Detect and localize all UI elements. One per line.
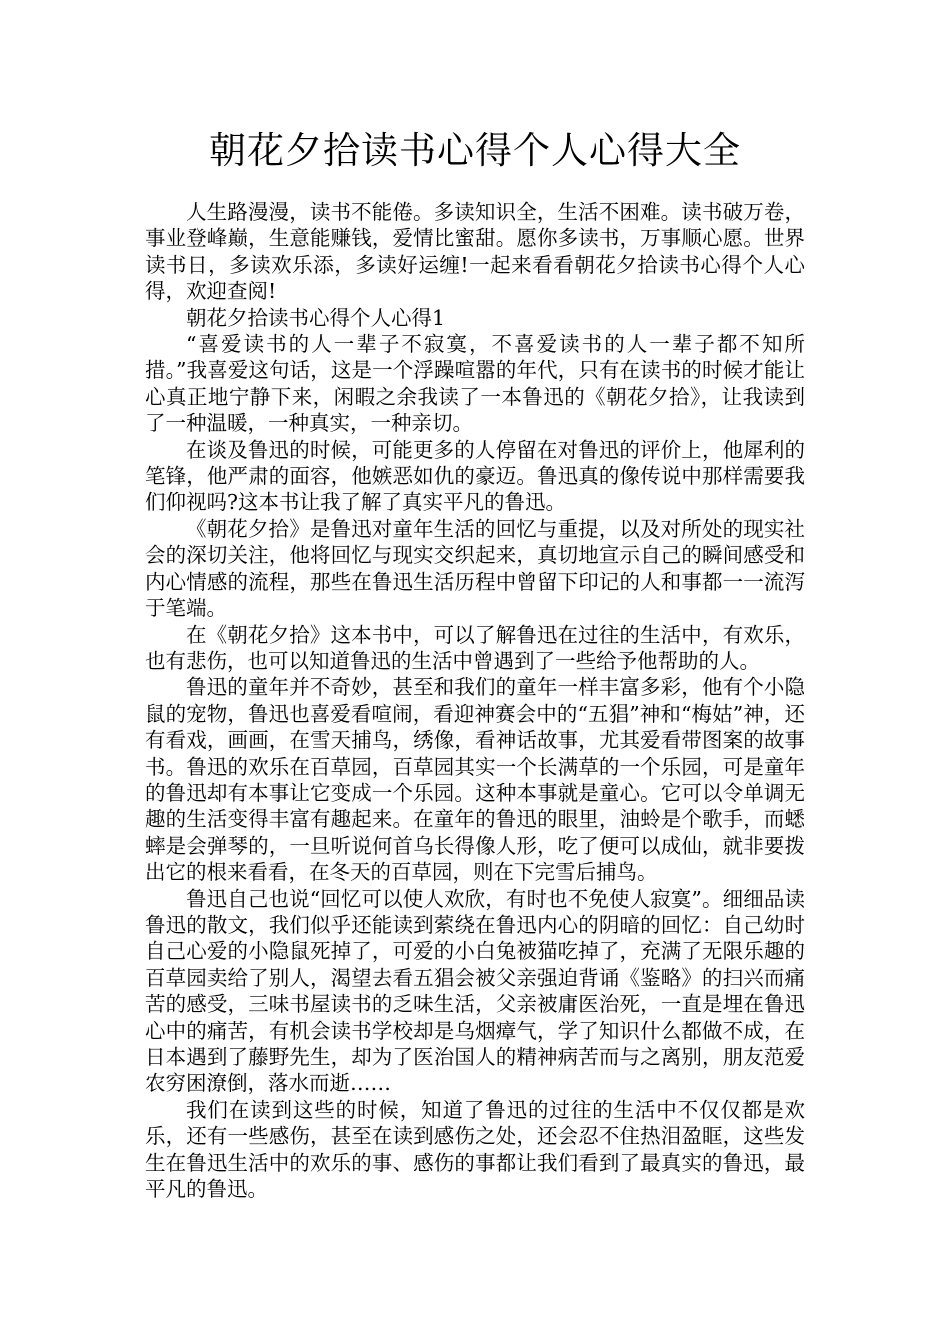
paragraph: 《朝花夕拾》是鲁迅对童年生活的回忆与重提，以及对所处的现实社会的深切关注，他将回忆与现实交织起来，真切地宣示自己的瞬间感受和内心情感的流程，那些在鲁迅生活历程中曾留下印记的人和事都一一流泻于笔端。 [145,516,805,621]
paragraph: 在谈及鲁迅的时候，可能更多的人停留在对鲁迅的评价上，他犀利的笔锋，他严肃的面容，他嫉恶如仇的豪迈。鲁迅真的像传说中那样需要我们仰视吗?这本书让我了解了真实平凡的鲁迅。 [145,437,805,515]
document-body [145,199,805,1202]
page-title: 朝花夕拾读书心得个人心得大全 [209,129,741,172]
paragraph: “喜爱读书的人一辈子不寂寞，不喜爱读书的人一辈子都不知所措。”我喜爱这句话，这是一个浮躁喧嚣的年代，只有在读书的时候才能让心真正地宁静下来，闲暇之余我读了一本鲁迅的《朝花夕拾》，让我读到了一种温暖，一种真实，一种亲切。 [145,332,805,436]
paragraph: 鲁迅自己也说“回忆可以使人欢欣，有时也不免使人寂寞”。细细品读鲁迅的散文，我们似乎还能读到萦绕在鲁迅内心的阴暗的回忆：自己幼时自己心爱的小隐鼠死掉了，可爱的小白兔被猫吃掉了，充满了无限乐趣的百草园卖给了别人，渴望去看五猖会被父亲强迫背诵《鉴略》的扫兴而痛苦的感受，三味书屋读书的乏味生活，父亲被庸医治死，一直是埋在鲁迅心中的痛苦，有机会读书学校却是乌烟瘴气，学了知识什么都做不成，在日本遇到了藤野先生，却为了医治国人的精神病苦而与之离别，朋友范爱农穷困潦倒，落水而逝…… [145,886,805,1096]
section-heading: 朝花夕拾读书心得个人心得1 [186,305,446,330]
paragraph: 鲁迅的童年并不奇妙，甚至和我们的童年一样丰富多彩，他有个小隐鼠的宠物，鲁迅也喜爱看喧闹，看迎神赛会中的“五猖”神和“梅姑”神，还有看戏，画画，在雪天捕鸟，绣像，看神话故事，尤其爱看带图案的故事书。鲁迅的欢乐在百草园，百草园其实一个长满草的一个乐园，可是童年的鲁迅却有本事让它变成一个乐园。这种本事就是童心。它可以令单调无趣的生活变得丰富有趣起来。在童年的鲁迅的眼里，油蛉是个歌手，而蟋蟀是会弹琴的，一旦听说何首乌长得像人形，吃了便可以成仙，就非要拨出它的根来看看，在冬天的百草园，则在下完雪后捕鸟。 [145,675,805,885]
paragraph: 我们在读到这些的时候，知道了鲁迅的过往的生活中不仅仅都是欢乐，还有一些感伤，甚至在读到感伤之处，还会忍不住热泪盈眶，这些发生在鲁迅生活中的欢乐的事、感伤的事都让我们看到了最真实的鲁迅，最平凡的鲁迅。 [145,1097,805,1202]
paragraph: 在《朝花夕拾》这本书中，可以了解鲁迅在过往的生活中，有欢乐，也有悲伤，也可以知道鲁迅的生活中曾遇到了一些给予他帮助的人。 [145,622,805,673]
paragraph-intro: 人生路漫漫，读书不能倦。多读知识全，生活不困难。读书破万卷，事业登峰巅，生意能赚钱，爱情比蜜甜。愿你多读书，万事顺心愿。世界读书日，多读欢乐添，多读好运缠!一起来看看朝花夕拾读书心得个人心得，欢迎查阅! [145,200,805,304]
